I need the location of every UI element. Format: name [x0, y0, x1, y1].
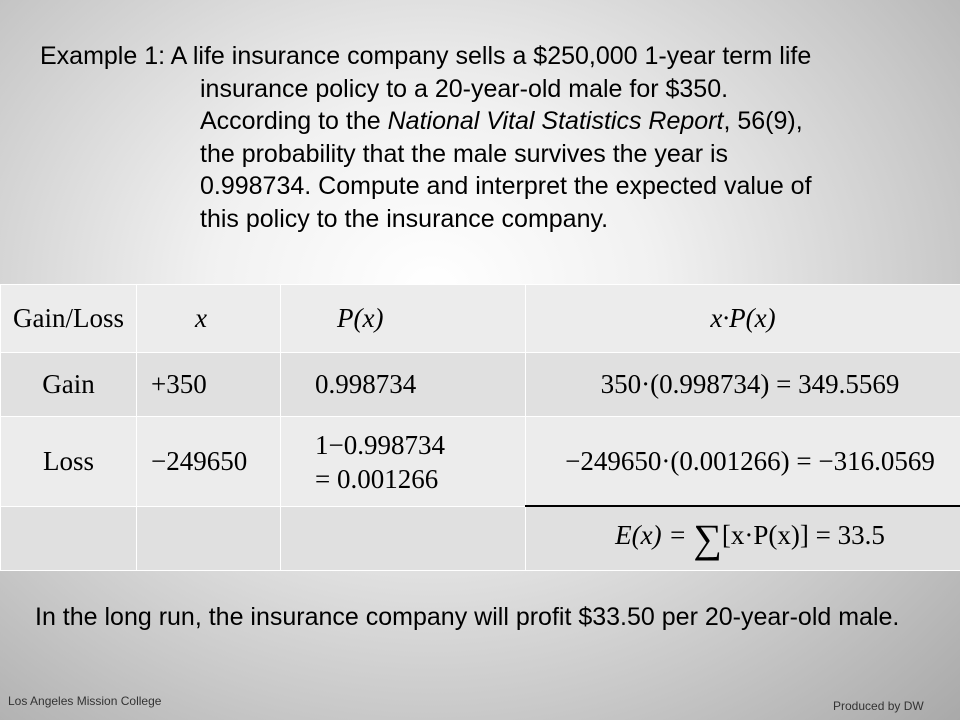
- loss-product: −249650·(0.001266) = −316.0569: [565, 446, 935, 476]
- gain-x: +350: [137, 353, 281, 417]
- problem-line-3: the probability that the male survives the year is: [200, 139, 729, 168]
- problem-lead: Example 1: A life insurance company sells a $250,000 1-year term life: [40, 42, 812, 70]
- gain-px: 0.998734: [281, 353, 526, 417]
- footer-college: Los Angeles Mission College: [8, 694, 162, 708]
- problem-line-4: 0.998734. Compute and interpret the expected value of: [200, 172, 812, 200]
- gain-label: Gain: [1, 353, 137, 417]
- problem-line-2-post: , 56(9),: [723, 107, 803, 135]
- loss-label: Loss: [1, 417, 137, 507]
- header-xpx-cell: [526, 285, 960, 353]
- loss-px: [281, 417, 526, 507]
- expected-value-formula: [540, 515, 960, 562]
- table-row-expected: [1, 507, 960, 571]
- expected-value-cell: [526, 507, 960, 571]
- header-gain-loss: Gain/Loss: [1, 285, 137, 353]
- problem-line-2-pre: According to the: [200, 107, 388, 135]
- empty-cell-2: [137, 507, 281, 571]
- problem-line-1: insurance policy to a 20-year-old male for $350.: [200, 74, 729, 103]
- header-x-cell: [137, 285, 281, 353]
- summation-symbol: ∑: [693, 516, 722, 561]
- problem-body: [200, 73, 940, 236]
- empty-cell-1: [1, 507, 137, 571]
- expected-lhs: E(x) =: [615, 520, 694, 550]
- header-px: P(x): [337, 303, 384, 333]
- gain-loss-table: [0, 284, 960, 571]
- table-header-row: [1, 285, 960, 353]
- footer-credit: Produced by DW: [833, 699, 924, 713]
- loss-product-cell: [526, 417, 960, 507]
- loss-x: −249650: [137, 417, 281, 507]
- loss-px-line-2: = 0.001266: [315, 463, 439, 494]
- table-row-gain: [1, 353, 960, 417]
- conclusion-text: In the long run, the insurance company will profit $33.50 per 20-year-old male.: [35, 603, 900, 631]
- report-title: National Vital Statistics Report: [387, 107, 724, 135]
- loss-px-line-1: 1−0.998734: [315, 429, 445, 460]
- sum-underline: [525, 505, 960, 507]
- table-row-loss: [1, 417, 960, 507]
- expected-rhs: [x·P(x)] = 33.5: [721, 520, 885, 550]
- empty-cell-3: [281, 507, 526, 571]
- header-x: x: [195, 303, 207, 333]
- problem-line-5: this policy to the insurance company.: [200, 204, 609, 233]
- gain-product-cell: [526, 353, 960, 417]
- gain-product: 350·(0.998734) = 349.5569: [600, 369, 900, 399]
- header-px-cell: [281, 285, 526, 353]
- header-xpx: x·P(x): [710, 303, 776, 333]
- problem-statement: [40, 40, 940, 235]
